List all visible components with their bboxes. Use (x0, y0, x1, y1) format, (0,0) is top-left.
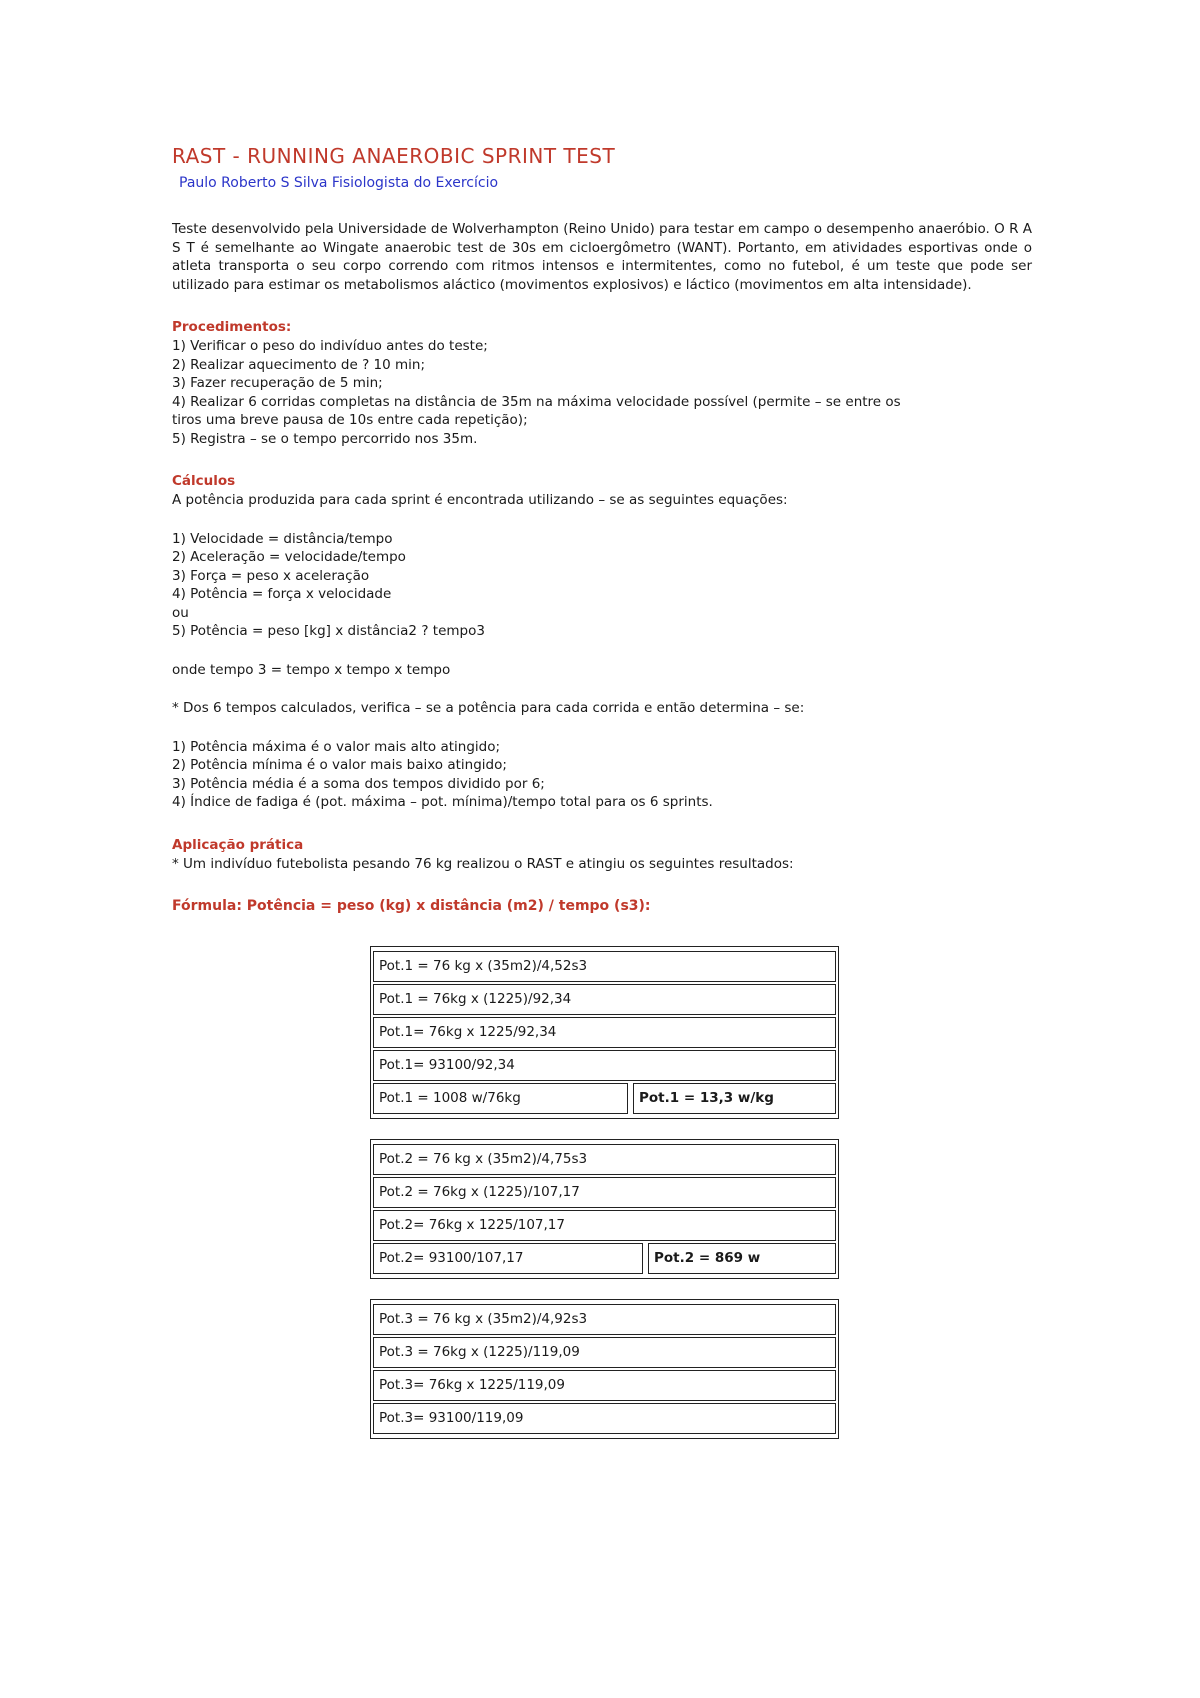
calc-table-pot1 (370, 946, 839, 1119)
onde-line: onde tempo 3 = tempo x tempo x tempo (172, 661, 451, 678)
calc-cell: Pot.1= 76kg x 1225/92,34 (373, 1017, 836, 1048)
equation-line: 3) Força = peso x aceleração (172, 567, 370, 584)
calc-result-cell: Pot.2 = 869 w (648, 1243, 836, 1274)
calc-cell: Pot.1 = 1008 w/76kg (373, 1083, 628, 1114)
calc-result-cell: Pot.1 = 13,3 w/kg (633, 1083, 836, 1114)
formula-heading: Fórmula: Potência = peso (kg) x distância (m2) / tempo (s3): (172, 898, 651, 914)
author-line: Paulo Roberto S Silva Fisiologista do Exercício (179, 175, 499, 191)
note-line: * Dos 6 tempos calculados, verifica – se a potência para cada corrida e então determina – se: (172, 700, 805, 716)
procedimento-item: 4) Realizar 6 corridas completas na distância de 35m na máxima velocidade possível (permite – se entre os (172, 393, 901, 410)
calc-cell: Pot.2 = 76 kg x (35m2)/4,75s3 (373, 1144, 836, 1175)
procedimentos-heading: Procedimentos: (172, 319, 292, 335)
calc-cell: Pot.3= 76kg x 1225/119,09 (373, 1370, 836, 1401)
result-line: 4) Índice de fadiga é (pot. máxima – pot. mínima)/tempo total para os 6 sprints. (172, 794, 713, 810)
result-line: 2) Potência mínima é o valor mais baixo atingido; (172, 757, 507, 773)
equation-line: 2) Aceleração = velocidade/tempo (172, 549, 406, 565)
equation-line: ou (172, 604, 189, 621)
equation-line: 5) Potência = peso [kg] x distância2 ? tempo3 (172, 623, 485, 639)
aplicacao-text: * Um indivíduo futebolista pesando 76 kg realizou o RAST e atingiu os seguintes resultados: (172, 855, 794, 872)
page-title: RAST - RUNNING ANAEROBIC SPRINT TEST (172, 144, 616, 168)
calculos-text: A potência produzida para cada sprint é encontrada utilizando – se as seguintes equações: (172, 492, 788, 508)
procedimento-item: 2) Realizar aquecimento de ? 10 min; (172, 356, 426, 373)
document-page (172, 144, 1032, 1439)
equation-line: 4) Potência = força x velocidade (172, 586, 392, 602)
calc-cell: Pot.3 = 76 kg x (35m2)/4,92s3 (373, 1304, 836, 1335)
intro-paragraph: Teste desenvolvido pela Universidade de Wolverhampton (Reino Unido) para testar em campo o desempenho anaeróbio. O R A S T é semelhante ao Wingate anaerobic test de 30s em cicloergômetro (WANT). Portanto, em atividades esportivas onde o atleta transporta o seu corpo correndo com ritmos intensos e intermitentes, como no futebol, é um teste que pode ser utilizado para estimar os metabolismos aláctico (movimentos explosivos) e láctico (movimentos em alta intensidade). (172, 221, 1032, 293)
calc-cell: Pot.1 = 76kg x (1225)/92,34 (373, 984, 836, 1015)
procedimento-item: 5) Registra – se o tempo percorrido nos 35m. (172, 430, 478, 447)
calc-cell: Pot.1 = 76 kg x (35m2)/4,52s3 (373, 951, 836, 982)
procedimento-item: 1) Verificar o peso do indivíduo antes do teste; (172, 338, 488, 354)
procedimento-item: tiros uma breve pausa de 10s entre cada repetição); (172, 412, 528, 428)
calc-cell: Pot.3 = 76kg x (1225)/119,09 (373, 1337, 836, 1368)
calc-cell: Pot.2= 93100/107,17 (373, 1243, 643, 1274)
calc-table-pot2 (370, 1139, 839, 1279)
result-line: 1) Potência máxima é o valor mais alto atingido; (172, 738, 501, 755)
equation-line: 1) Velocidade = distância/tempo (172, 530, 393, 547)
calc-cell: Pot.2= 76kg x 1225/107,17 (373, 1210, 836, 1241)
aplicacao-heading: Aplicação prática (172, 836, 304, 853)
calc-table-pot3 (370, 1299, 839, 1439)
calc-cell: Pot.3= 93100/119,09 (373, 1403, 836, 1434)
result-line: 3) Potência média é a soma dos tempos dividido por 6; (172, 775, 545, 792)
calc-cell: Pot.1= 93100/92,34 (373, 1050, 836, 1081)
calc-cell: Pot.2 = 76kg x (1225)/107,17 (373, 1177, 836, 1208)
calculos-heading: Cálculos (172, 473, 236, 489)
procedimento-item: 3) Fazer recuperação de 5 min; (172, 375, 383, 391)
